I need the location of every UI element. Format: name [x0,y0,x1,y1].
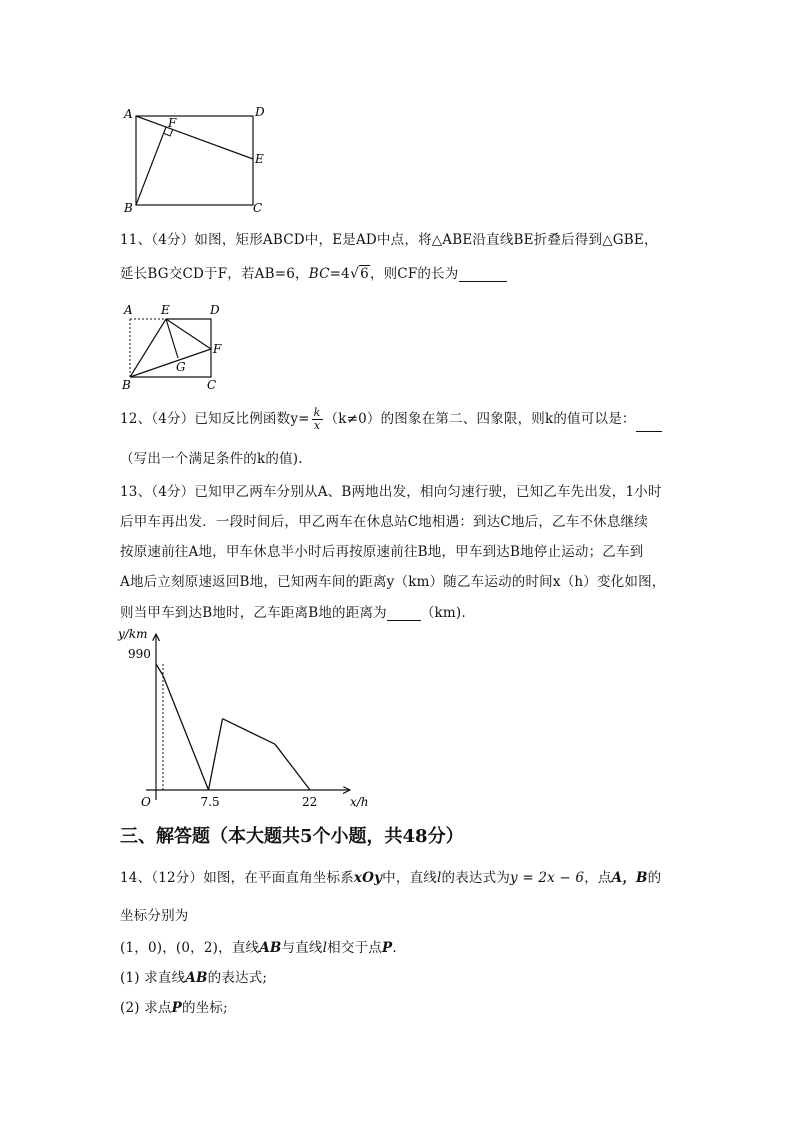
figure-rectangle-abcd-1 [118,100,278,218]
q13-text-a: 则当甲车到达B地时，乙车距离B地的距离为 [120,605,387,621]
q14-line-3 [120,936,397,956]
distance-time-chart [110,622,380,814]
q14-p2-a: (2) 求点 [120,1000,172,1016]
label-f: F [213,342,222,356]
q14-text-a: 14、（12分）如图，在平面直角坐标系 [120,870,354,886]
q14-l3-l: l [322,940,328,956]
q13-line-2: 后甲车再出发．一段时间后，甲乙两车在休息站C地相遇：到达C地后，乙车不休息继续 [120,514,648,530]
q11-coef: 4 [341,266,350,282]
section-title: 三、解答题（本大题共5个小题，共48分） [120,826,464,847]
q14-text-c: 的表达式为 [441,870,511,886]
q14-p2-p: P [171,1000,182,1016]
q14-p1-b: 的表达式; [207,970,268,986]
label-d: D [210,303,220,317]
q12-frac-num: k [313,406,321,419]
label-c: C [253,201,263,215]
q11-line-1: 11、（4分）如图，矩形ABCD中，E是AD中点，将△ABE沿直线BE折叠后得到△GBE， [120,232,658,248]
q11-radicand: 6 [360,266,369,282]
label-e: E [161,303,170,317]
q14-l3-ab: AB [259,940,282,956]
label-c: C [207,378,217,392]
label-g: G [176,360,186,374]
q14-text-d: ，点 [584,870,612,886]
q14-part-2 [120,996,228,1016]
q11-bc: BC= [308,266,342,282]
series-segment [209,719,223,790]
q14-text-b: 中，直线 [382,870,437,886]
q12-frac-den: x [313,419,321,432]
x-tick-label: 22 [302,795,318,809]
q12-line-1 [120,407,662,432]
label-b: B [122,378,131,392]
label-a: A [124,303,133,317]
q13-line-4: A地后立刻原速返回B地，已知两车间的距离y（km）随乙车运动的时间x（h）变化如图， [120,574,666,590]
q13-line-1: 13、（4分）已知甲乙两车分别从A、B两地出发，相向匀速行驶，已知乙车先出发，1小时 [120,484,662,500]
label-e: E [255,152,264,166]
x-axis-label: x/h [350,795,369,809]
q12-fraction [312,407,323,432]
series-line-group [156,664,310,790]
series-segment [156,664,163,675]
q12-answer-blank [636,417,662,432]
q14-l3-p: P [381,940,393,956]
y-axis-label: y/km [118,627,148,641]
q14-text-e: 的 [647,870,662,886]
q14-part-1 [120,966,267,986]
series-segment [275,744,310,790]
q14-l3-a: (1，0)，(0，2)，直线 [120,940,260,956]
q14-l3-b: 与直线 [281,940,323,956]
q11-text-a: 延长BG交CD于F，若AB=6， [120,266,309,282]
label-b: B [124,201,133,215]
q14-line-2: 坐标分别为 [120,908,189,924]
q14-line-1 [120,866,661,886]
series-segment [163,675,209,790]
q14-l: l [436,870,442,886]
q13-text-b: （km). [420,605,466,621]
q13-answer-blank [387,606,421,621]
q14-points-ab: A，B [611,870,648,886]
q12-text-b: （k≠0）的图象在第二、四象限，则k的值可以是： [324,411,636,427]
q12-line-2: （写出一个满足条件的k的值). [120,451,303,467]
q12-text-a: 12、（4分）已知反比例函数y= [120,411,310,427]
figure-rectangle-fold [118,300,238,395]
series-segment [223,719,276,744]
q14-xoy: xOy [353,870,383,886]
q14-p2-b: 的坐标; [181,1000,228,1016]
label-a: A [124,107,133,121]
label-d: D [255,105,265,119]
q11-text-b: ，则CF的长为 [369,266,459,282]
q14-equation: y = 2x − 6 [510,870,585,886]
x-tick-label: 7.5 [200,795,220,809]
q13-line-3: 按原速前往A地，甲车休息半小时后再按原速前往B地，甲车到达B地停止运动；乙车到 [120,544,644,560]
q14-l3-c: 相交于点 [327,940,382,956]
q13-line-5 [120,601,466,621]
q11-line-2: 延长BG交CD于F，若AB=6，BC=4√6，则CF的长为 [120,262,507,282]
q14-p1-a: (1) 求直线 [120,970,186,986]
origin-label: O [141,795,151,809]
q11-answer-blank [459,267,507,282]
label-f: F [168,116,177,130]
q14-p1-ab: AB [185,970,208,986]
q14-l3-d: . [392,940,397,956]
y-tick-label: 990 [128,647,151,661]
